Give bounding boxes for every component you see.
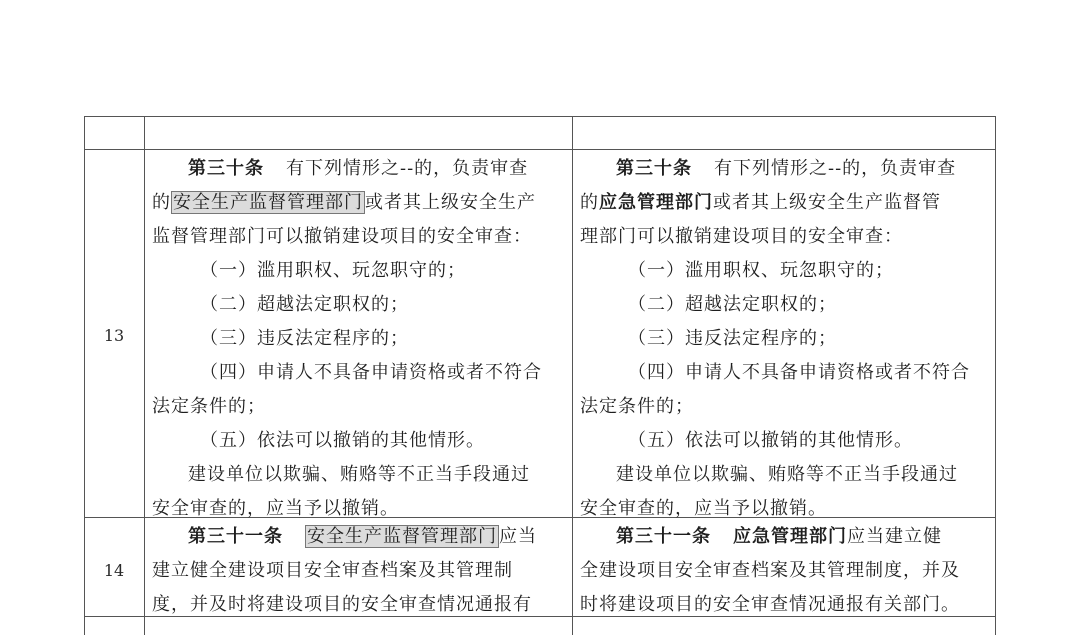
table-divider-middle — [572, 116, 573, 635]
bold-term: 应急管理部门 — [599, 192, 713, 213]
text-line: 建设单位以欺骗、贿赂等不正当手段通过 — [616, 464, 958, 485]
article-title: 第三十一条 — [616, 526, 711, 547]
article-title: 第三十一条 — [188, 526, 283, 547]
list-item: （一）滥用职权、玩忽职守的； — [628, 260, 894, 281]
list-item: （三）违反法定程序的； — [200, 328, 409, 349]
row-number: 13 — [103, 326, 125, 345]
revised-text-cell — [580, 152, 970, 526]
text-fragment: 或者其上级安全生产 — [365, 192, 536, 213]
text-fragment: 的 — [152, 192, 171, 213]
list-item: （一）滥用职权、玩忽职守的； — [200, 260, 466, 281]
bold-term: 应急管理部门 — [733, 526, 847, 547]
list-item: （三）违反法定程序的； — [628, 328, 837, 349]
list-item: （五）依法可以撤销的其他情形。 — [628, 430, 913, 451]
list-item: （五）依法可以撤销的其他情形。 — [200, 430, 485, 451]
text-line: 有下列情形之--的，负责审查 — [286, 158, 529, 179]
list-item: （四）申请人不具备申请资格或者不符合 — [200, 362, 542, 383]
table-divider-number — [144, 116, 145, 635]
text-fragment: 应当 — [499, 526, 537, 547]
text-line: 时将建设项目的安全审查情况通报有关部门。 — [580, 594, 960, 615]
text-line: 法定条件的； — [152, 396, 266, 417]
text-line: 建设单位以欺骗、贿赂等不正当手段通过 — [188, 464, 530, 485]
text-line: 度，并及时将建设项目的安全审查情况通报有 — [152, 594, 532, 615]
text-line: 安全审查的，应当予以撤销。 — [152, 498, 399, 519]
row-number: 14 — [103, 561, 125, 580]
article-title: 第三十条 — [188, 158, 264, 179]
text-line: 建立健全建设项目安全审查档案及其管理制 — [152, 560, 513, 581]
text-line: 有下列情形之--的，负责审查 — [714, 158, 957, 179]
highlighted-term: 安全生产监督管理部门 — [173, 192, 363, 213]
revised-text-cell — [580, 520, 960, 622]
list-item: （二）超越法定职权的； — [628, 294, 837, 315]
highlighted-term: 安全生产监督管理部门 — [307, 526, 497, 547]
text-line: 安全审查的，应当予以撤销。 — [580, 498, 827, 519]
table-border-left — [84, 116, 85, 635]
original-text-cell — [152, 520, 537, 622]
table-border-right — [995, 116, 996, 635]
text-line: 监督管理部门可以撤销建设项目的安全审查： — [152, 226, 532, 247]
table-border-top — [84, 116, 996, 117]
text-fragment: 应当建立健 — [847, 526, 942, 547]
article-title: 第三十条 — [616, 158, 692, 179]
table-row-separator — [84, 149, 996, 150]
text-line: 理部门可以撤销建设项目的安全审查： — [580, 226, 903, 247]
text-fragment: 的 — [580, 192, 599, 213]
list-item: （二）超越法定职权的； — [200, 294, 409, 315]
text-fragment: 或者其上级安全生产监督管 — [713, 192, 941, 213]
list-item: （四）申请人不具备申请资格或者不符合 — [628, 362, 970, 383]
text-line: 全建设项目安全审查档案及其管理制度，并及 — [580, 560, 960, 581]
text-line: 法定条件的； — [580, 396, 694, 417]
original-text-cell — [152, 152, 542, 526]
